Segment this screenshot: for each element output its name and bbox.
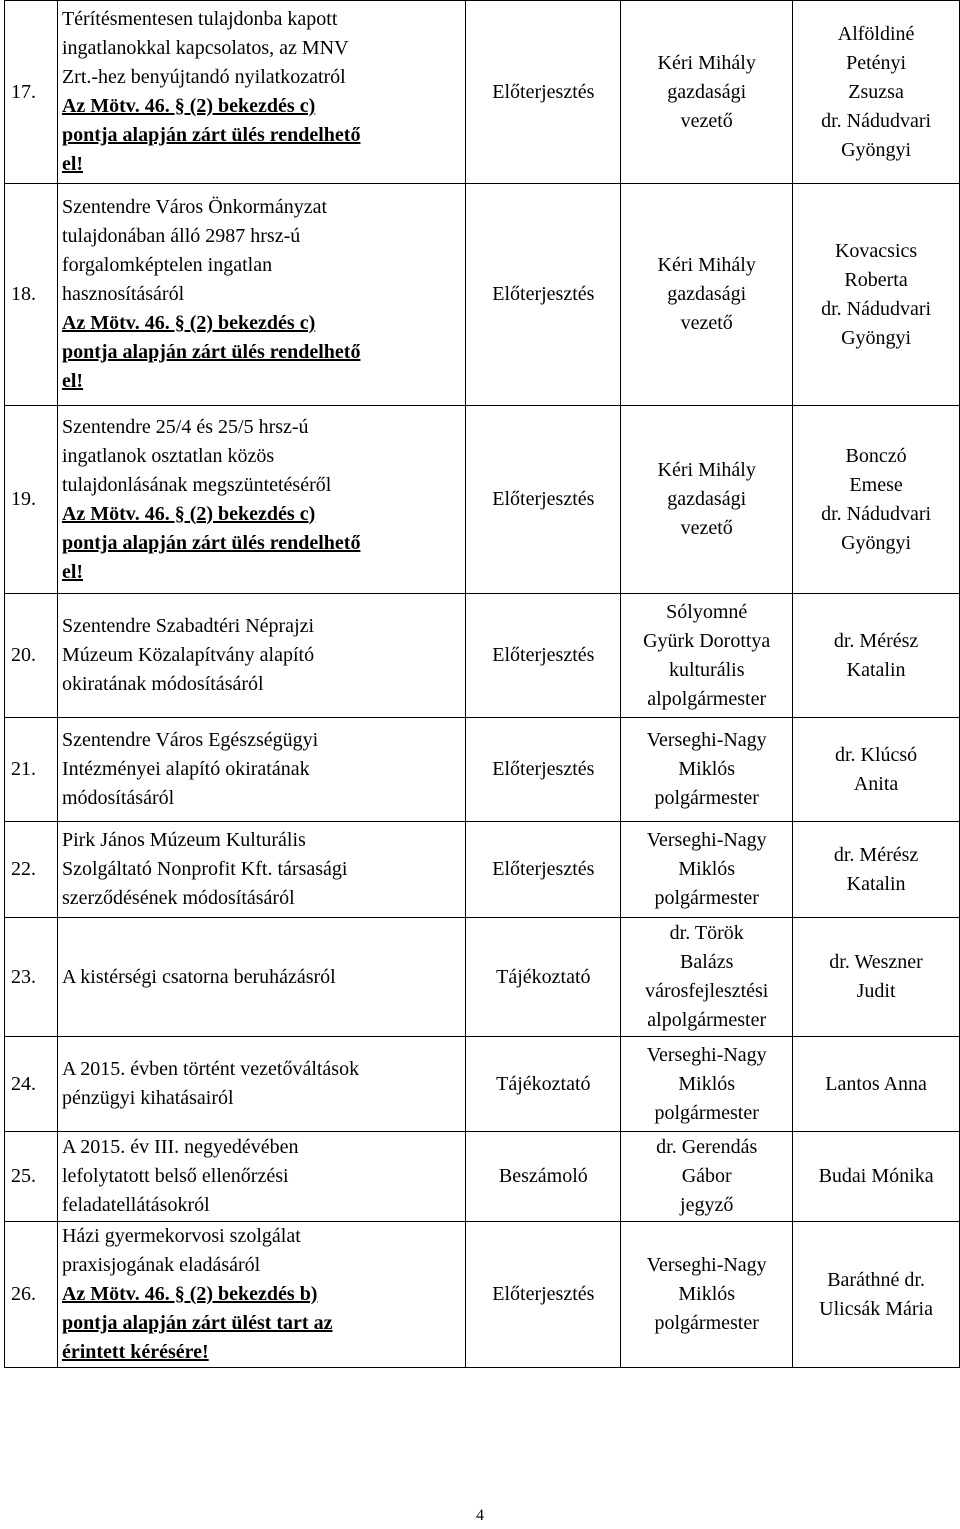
subject-line: Intézményei alapító okiratának	[61, 758, 310, 780]
item-type: Tájékoztató	[466, 1037, 621, 1132]
item-number: 20.	[5, 594, 58, 718]
item-number: 21.	[5, 718, 58, 822]
preparer-line: Roberta	[844, 268, 908, 291]
presenter-line: dr. Török	[669, 922, 744, 944]
agenda-row	[5, 1, 960, 184]
item-subject	[57, 1132, 465, 1222]
closed-session-note: Az Mötv. 46. § (2) bekezdés c)	[61, 502, 316, 525]
item-preparer	[793, 1, 960, 184]
subject-line: tulajdonlásának megszüntetéséről	[61, 473, 332, 496]
presenter-line: Miklós	[678, 758, 736, 780]
item-subject	[57, 1, 465, 184]
item-presenter	[621, 1132, 793, 1222]
presenter-line: polgármester	[654, 1312, 759, 1334]
agenda-row	[5, 184, 960, 406]
item-subject	[57, 406, 465, 594]
preparer-line: Katalin	[846, 872, 906, 895]
preparer-line: dr. Nádudvari	[821, 297, 932, 320]
preparer-line: dr. Mérész	[833, 843, 919, 866]
subject-line: módosításáról	[61, 787, 175, 809]
subject-line: Szolgáltató Nonprofit Kft. társasági	[61, 858, 348, 880]
subject-line: lefolytatott belső ellenőrzési	[61, 1165, 289, 1187]
preparer-line: dr. Klúcsó	[834, 743, 918, 766]
preparer-line: Zsuzsa	[848, 80, 904, 103]
presenter-line: alpolgármester	[647, 687, 767, 710]
preparer-line: Anita	[853, 772, 899, 795]
presenter-line: Balázs	[680, 951, 734, 973]
item-number: 17.	[5, 1, 58, 184]
preparer-line: dr. Mérész	[833, 629, 919, 652]
closed-session-note: érintett kérésére!	[61, 1341, 209, 1363]
subject-line: Szentendre Város Önkormányzat	[61, 196, 328, 218]
item-preparer	[793, 918, 960, 1037]
page-number: 4	[476, 1507, 484, 1524]
presenter-line: városfejlesztési	[645, 980, 769, 1002]
closed-session-note: Az Mötv. 46. § (2) bekezdés c)	[61, 95, 316, 117]
item-type: Előterjesztés	[466, 406, 621, 594]
presenter-line: Gábor	[681, 1165, 732, 1187]
item-subject	[57, 184, 465, 406]
item-number: 26.	[5, 1222, 58, 1368]
subject-line: forgalomképtelen ingatlan	[61, 254, 273, 276]
presenter-line: Miklós	[678, 1072, 736, 1095]
item-type: Előterjesztés	[466, 822, 621, 918]
item-preparer	[793, 718, 960, 822]
subject-line: Múzeum Közalapítvány alapító	[61, 644, 315, 666]
item-number: 23.	[5, 918, 58, 1037]
item-subject	[57, 1037, 465, 1132]
subject-line: Szentendre 25/4 és 25/5 hrsz-ú	[61, 415, 309, 438]
subject-line: A 2015. évben történt vezetőváltások	[61, 1058, 360, 1080]
presenter-line: kulturális	[668, 658, 745, 681]
presenter-line: polgármester	[654, 1101, 759, 1124]
presenter-line: Kéri Mihály	[657, 459, 756, 481]
item-number: 22.	[5, 822, 58, 918]
presenter-line: alpolgármester	[647, 1009, 767, 1031]
subject-line: Zrt.-hez benyújtandó nyilatkozatról	[61, 66, 346, 88]
preparer-line: Lantos Anna	[825, 1072, 927, 1095]
closed-session-note: pontja alapján zárt ülés rendelhető	[61, 124, 361, 146]
presenter-line: gazdasági	[667, 80, 747, 103]
presenter-line: vezető	[680, 312, 733, 334]
closed-session-note: el!	[61, 153, 84, 175]
subject-line: ingatlanok osztatlan közös	[61, 444, 275, 467]
presenter-line: Verseghi-Nagy	[646, 729, 767, 751]
item-type: Beszámoló	[466, 1132, 621, 1222]
preparer-line: Petényi	[846, 51, 907, 74]
subject-line: Házi gyermekorvosi szolgálat	[61, 1225, 301, 1247]
item-type: Előterjesztés	[466, 184, 621, 406]
presenter-line: Verseghi-Nagy	[646, 829, 767, 851]
subject-line: Pirk János Múzeum Kulturális	[61, 829, 306, 851]
item-preparer	[793, 594, 960, 718]
subject-line: tulajdonában álló 2987 hrsz-ú	[61, 225, 301, 247]
item-number: 19.	[5, 406, 58, 594]
subject-line: okiratának módosításáról	[61, 673, 264, 695]
subject-line: szerződésének módosításáról	[61, 887, 295, 909]
subject-line: Szentendre Város Egészségügyi	[61, 729, 319, 751]
subject-line: hasznosításáról	[61, 283, 185, 305]
item-number: 24.	[5, 1037, 58, 1132]
item-presenter	[621, 594, 793, 718]
presenter-line: Kéri Mihály	[657, 51, 756, 74]
subject-line: ingatlanokkal kapcsolatos, az MNV	[61, 37, 349, 59]
item-preparer	[793, 1132, 960, 1222]
presenter-line: Kéri Mihály	[657, 254, 756, 276]
preparer-line: Gyöngyi	[841, 531, 912, 554]
preparer-line: Gyöngyi	[841, 326, 912, 349]
item-preparer	[793, 1037, 960, 1132]
item-subject	[57, 1222, 465, 1368]
presenter-line: Gyürk Dorottya	[643, 629, 771, 652]
item-presenter	[621, 184, 793, 406]
item-presenter	[621, 718, 793, 822]
preparer-line: Budai Mónika	[818, 1165, 934, 1187]
closed-session-note: pontja alapján zárt ülés rendelhető	[61, 341, 361, 363]
subject-line: praxisjogának eladásáról	[61, 1254, 261, 1276]
presenter-line: gazdasági	[667, 283, 747, 305]
presenter-line: dr. Gerendás	[656, 1136, 758, 1158]
item-preparer	[793, 406, 960, 594]
presenter-line: Miklós	[678, 1283, 736, 1305]
agenda-row	[5, 718, 960, 822]
presenter-line: Sólyomné	[666, 600, 748, 623]
preparer-line: Judit	[856, 980, 896, 1002]
agenda-row	[5, 822, 960, 918]
preparer-line: Kovacsics	[834, 239, 918, 262]
item-preparer	[793, 822, 960, 918]
agenda-row	[5, 918, 960, 1037]
presenter-line: polgármester	[654, 787, 759, 809]
presenter-line: jegyző	[680, 1194, 734, 1216]
item-subject	[57, 918, 465, 1037]
presenter-line: vezető	[680, 109, 733, 132]
presenter-line: polgármester	[654, 887, 759, 909]
agenda-row	[5, 594, 960, 718]
preparer-line: Baráthné dr.	[827, 1268, 925, 1291]
closed-session-note: Az Mötv. 46. § (2) bekezdés b)	[61, 1283, 318, 1305]
item-subject	[57, 594, 465, 718]
presenter-line: vezető	[680, 517, 733, 539]
closed-session-note: Az Mötv. 46. § (2) bekezdés c)	[61, 312, 316, 334]
preparer-line: Gyöngyi	[841, 138, 912, 161]
item-type: Előterjesztés	[466, 718, 621, 822]
item-presenter	[621, 1222, 793, 1368]
subject-line: A kistérségi csatorna beruházásról	[61, 965, 336, 988]
closed-session-note: el!	[61, 560, 84, 583]
preparer-line: Katalin	[846, 658, 906, 681]
item-presenter	[621, 1037, 793, 1132]
presenter-line: Verseghi-Nagy	[646, 1043, 767, 1066]
closed-session-note: el!	[61, 370, 84, 392]
preparer-line: Ulicsák Mária	[819, 1297, 933, 1320]
item-presenter	[621, 1, 793, 184]
item-presenter	[621, 822, 793, 918]
preparer-line: dr. Weszner	[829, 951, 923, 973]
item-number: 18.	[5, 184, 58, 406]
item-presenter	[621, 918, 793, 1037]
agenda-body	[5, 1, 960, 1368]
agenda-table	[4, 0, 960, 1368]
subject-line: feladatellátásokról	[61, 1194, 210, 1216]
preparer-line: Alföldiné	[837, 22, 915, 45]
preparer-line: Bonczó	[845, 444, 907, 467]
preparer-line: Emese	[849, 473, 903, 496]
presenter-line: Verseghi-Nagy	[646, 1254, 767, 1276]
item-type: Előterjesztés	[466, 594, 621, 718]
agenda-row	[5, 406, 960, 594]
item-subject	[57, 718, 465, 822]
item-type: Előterjesztés	[466, 1, 621, 184]
item-presenter	[621, 406, 793, 594]
presenter-line: Miklós	[678, 858, 736, 880]
subject-line: pénzügyi kihatásairól	[61, 1087, 234, 1109]
item-type: Tájékoztató	[466, 918, 621, 1037]
item-type: Előterjesztés	[466, 1222, 621, 1368]
item-preparer	[793, 184, 960, 406]
presenter-line: gazdasági	[667, 488, 747, 510]
subject-line: Szentendre Szabadtéri Néprajzi	[61, 615, 315, 637]
item-number: 25.	[5, 1132, 58, 1222]
subject-line: Térítésmentesen tulajdonba kapott	[61, 8, 338, 30]
agenda-row	[5, 1132, 960, 1222]
item-preparer	[793, 1222, 960, 1368]
preparer-line: dr. Nádudvari	[821, 502, 932, 525]
closed-session-note: pontja alapján zárt ülést tart az	[61, 1312, 333, 1334]
preparer-line: dr. Nádudvari	[821, 109, 932, 132]
subject-line: A 2015. év III. negyedévében	[61, 1136, 299, 1158]
closed-session-note: pontja alapján zárt ülés rendelhető	[61, 531, 361, 554]
item-subject	[57, 822, 465, 918]
agenda-row	[5, 1037, 960, 1132]
agenda-row	[5, 1222, 960, 1368]
